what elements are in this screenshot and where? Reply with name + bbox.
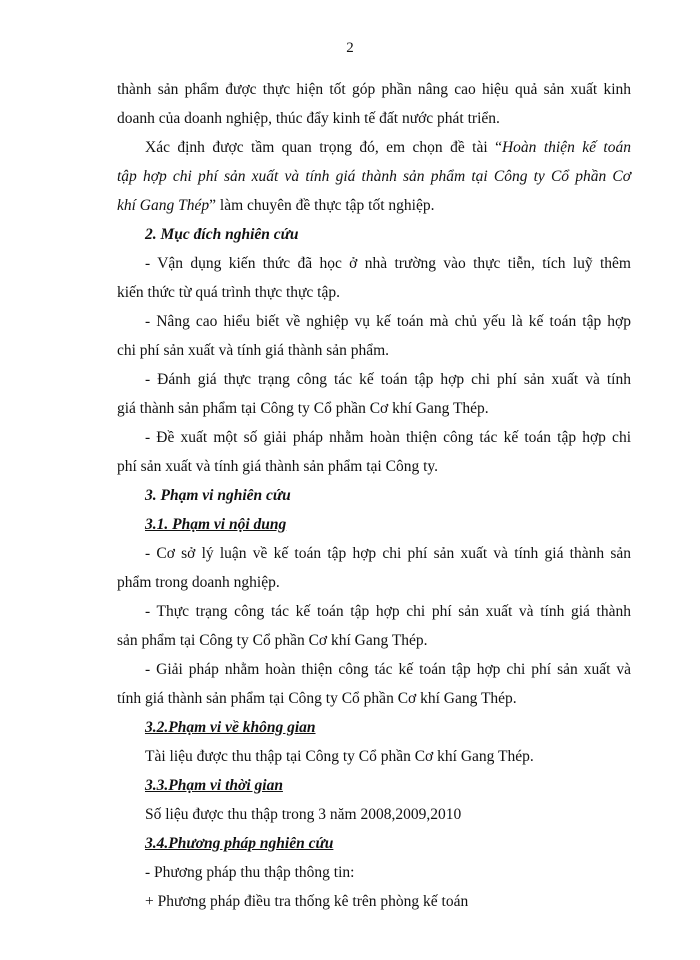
paragraph-line: khí Gang Thép” làm chuyên đề thực tập tốt nghiệp.	[117, 197, 435, 214]
list-item-line: - Thực trạng công tác kế toán tập hợp chi phí sản xuất và tính giá thành	[145, 603, 631, 620]
paragraph-line-italic: tập hợp chi phí sản xuất và tính giá thành sản phẩm tại Công ty Cổ phần Cơ	[117, 168, 631, 185]
list-item-line: phí sản xuất và tính giá thành sản phẩm tại Công ty.	[117, 458, 438, 475]
paragraph-line: - Phương pháp thu thập thông tin:	[145, 864, 355, 881]
page-number: 2	[346, 40, 354, 56]
subsection-heading-space: 3.2.Phạm vi về không gian	[145, 719, 316, 736]
list-item-line: - Cơ sở lý luận về kế toán tập hợp chi phí sản xuất và tính giá thành sản	[145, 545, 631, 562]
list-item-line: sản phẩm tại Công ty Cổ phần Cơ khí Gang Thép.	[117, 632, 428, 649]
paragraph-line: Xác định được tầm quan trọng đó, em chọn đề tài “Hoàn thiện kế toán	[145, 139, 631, 156]
paragraph-line: Số liệu được thu thập trong 3 năm 2008,2009,2010	[145, 806, 462, 823]
paragraph-line: + Phương pháp điều tra thống kê trên phòng kế toán	[145, 893, 469, 910]
list-item-line: chi phí sản xuất và tính giá thành sản phẩm.	[117, 342, 390, 359]
list-item-line: - Vận dụng kiến thức đã học ở nhà trường vào thực tiễn, tích luỹ thêm	[145, 255, 631, 272]
subsection-heading-time: 3.3.Phạm vi thời gian	[145, 777, 283, 794]
paragraph-line: thành sản phẩm được thực hiện tốt góp phần nâng cao hiệu quả sản xuất kinh	[117, 81, 631, 98]
list-item-line: - Nâng cao hiểu biết về nghiệp vụ kế toán mà chủ yếu là kế toán tập hợp	[145, 313, 631, 330]
document-body	[117, 75, 631, 916]
subsection-heading-content: 3.1. Phạm vi nội dung	[145, 516, 287, 533]
subsection-heading-method: 3.4.Phương pháp nghiên cứu	[145, 835, 334, 852]
list-item-line: tính giá thành sản phẩm tại Công ty Cổ phần Cơ khí Gang Thép.	[117, 690, 517, 707]
list-item-line: phẩm trong doanh nghiệp.	[117, 574, 280, 591]
section-heading-purpose: 2. Mục đích nghiên cứu	[145, 226, 299, 243]
section-heading-scope: 3. Phạm vi nghiên cứu	[145, 487, 291, 504]
list-item-line: giá thành sản phẩm tại Công ty Cổ phần Cơ khí Gang Thép.	[117, 400, 489, 417]
list-item-line: - Đánh giá thực trạng công tác kế toán tập hợp chi phí sản xuất và tính	[145, 371, 631, 388]
list-item-line: - Đề xuất một số giải pháp nhằm hoàn thiện công tác kế toán tập hợp chi	[145, 429, 631, 446]
list-item-line: kiến thức từ quá trình thực thực tập.	[117, 284, 340, 301]
paragraph-line: doanh của doanh nghiệp, thúc đẩy kinh tế đất nước phát triển.	[117, 110, 500, 127]
list-item-line: - Giải pháp nhằm hoàn thiện công tác kế toán tập hợp chi phí sản xuất và	[145, 661, 631, 678]
paragraph-line: Tài liệu được thu thập tại Công ty Cổ phần Cơ khí Gang Thép.	[145, 748, 534, 765]
